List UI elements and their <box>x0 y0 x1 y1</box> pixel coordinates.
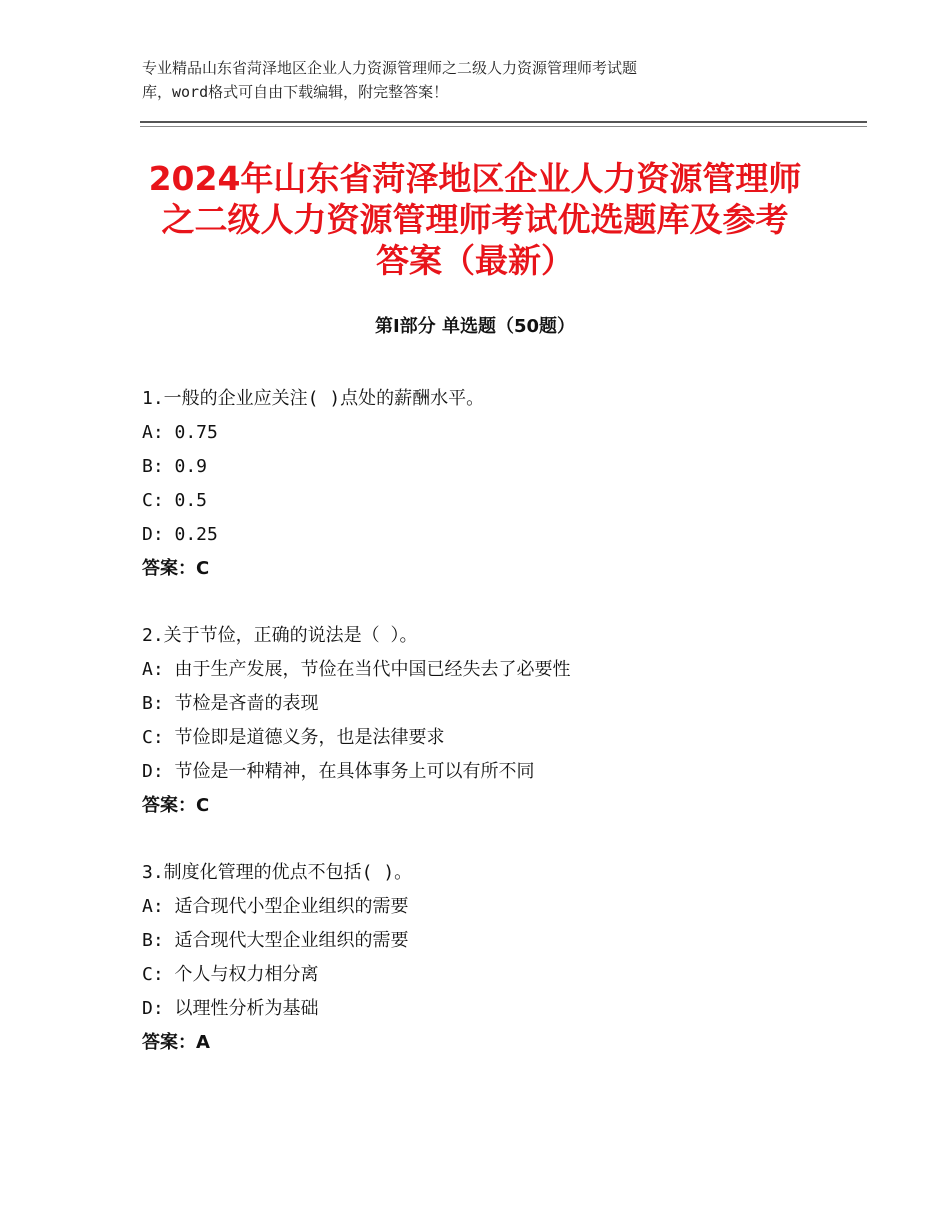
answer: 答案：C <box>142 795 210 816</box>
question-stem: 1.一般的企业应关注( )点处的薪酬水平。 <box>142 388 485 409</box>
answer: 答案：C <box>142 558 210 579</box>
option-d: D: 以理性分析为基础 <box>142 998 319 1019</box>
document-title-line-1: 2024年山东省菏泽地区企业人力资源管理师 <box>148 159 802 198</box>
option-c: C: 0.5 <box>142 490 208 511</box>
question-3 <box>142 856 842 1060</box>
option-c: C: 节俭即是道德义务，也是法律要求 <box>142 727 445 748</box>
header-divider <box>140 121 867 123</box>
option-c: C: 个人与权力相分离 <box>142 964 319 985</box>
option-d: D: 0.25 <box>142 524 218 545</box>
document-title-line-3: 答案（最新） <box>376 241 574 280</box>
header-note <box>142 56 782 104</box>
option-b: B: 适合现代大型企业组织的需要 <box>142 930 409 951</box>
option-a: A: 0.75 <box>142 422 218 443</box>
option-b: B: 0.9 <box>142 456 208 477</box>
question-1 <box>142 382 842 586</box>
header-note-line-2: 库，word格式可自由下载编辑，附完整答案！ <box>142 83 449 101</box>
option-a: A: 由于生产发展，节俭在当代中国已经失去了必要性 <box>142 659 571 680</box>
option-a: A: 适合现代小型企业组织的需要 <box>142 896 409 917</box>
question-list <box>142 382 842 1093</box>
question-stem: 3.制度化管理的优点不包括( )。 <box>142 862 413 883</box>
document-title <box>130 158 820 281</box>
option-b: B: 节检是吝啬的表现 <box>142 693 319 714</box>
option-d: D: 节俭是一种精神，在具体事务上可以有所不同 <box>142 761 535 782</box>
document-title-line-2: 之二级人力资源管理师考试优选题库及参考 <box>161 200 789 239</box>
answer: 答案：A <box>142 1032 210 1053</box>
section-title: 第Ⅰ部分 单选题（50题） <box>374 316 575 337</box>
question-2 <box>142 619 842 823</box>
question-stem: 2.关于节俭，正确的说法是（ ）。 <box>142 625 418 646</box>
header-divider-thin <box>140 126 867 127</box>
header-note-line-1: 专业精品山东省菏泽地区企业人力资源管理师之二级人力资源管理师考试题 <box>142 59 638 77</box>
